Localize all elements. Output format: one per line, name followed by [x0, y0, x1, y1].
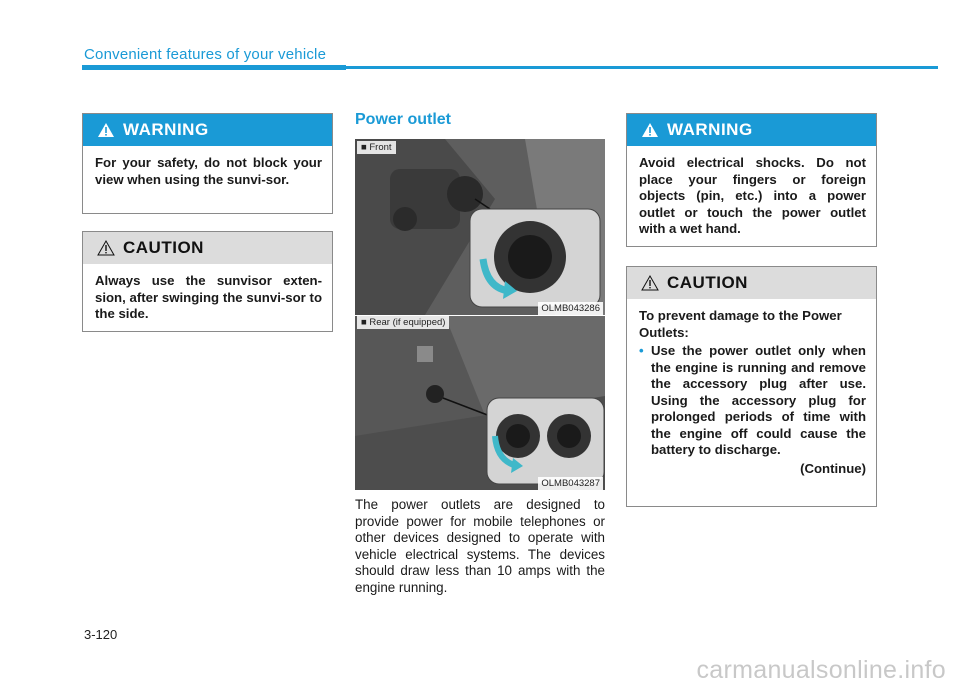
front-photo-label: ■ Front	[357, 141, 396, 154]
warning-text: For your safety, do not block your view when using the sunvi-sor.	[95, 155, 322, 187]
caution-box-power-outlet	[626, 266, 877, 507]
continue-note: (Continue)	[800, 460, 866, 476]
power-outlet-front-photo	[355, 139, 605, 315]
caution-header	[627, 267, 876, 299]
section-title: Power outlet	[355, 111, 452, 128]
caution-box-sunvisor	[82, 231, 333, 332]
warning-box-sunvisor	[82, 113, 333, 214]
front-outlet-illustration	[355, 139, 605, 315]
watermark: carmanualsonline.info	[696, 656, 946, 684]
warning-text: Avoid electrical shocks. Do not place your fingers or foreign objects (pin, etc.) into a power outlet or touch the power outlet with a wet hand.	[639, 155, 866, 236]
power-outlet-description: The power outlets are designed to provide power for mobile telephones or other devices designed to operate with vehicle electrical systems. The devices should draw less than 10 amps with the engine running.	[355, 497, 605, 595]
warning-header	[83, 114, 332, 146]
caution-list	[639, 343, 866, 459]
caution-text: Always use the sunvisor exten-sion, after swinging the sunvi-sor to the side.	[95, 273, 322, 321]
warning-label: WARNING	[667, 120, 753, 139]
warning-box-electrical	[626, 113, 877, 247]
rear-photo-code: OLMB043287	[538, 477, 603, 490]
caution-label: CAUTION	[123, 238, 204, 257]
caution-header	[83, 232, 332, 264]
caution-intro: To prevent damage to the Power Outlets:	[639, 308, 842, 340]
warning-triangle-icon	[641, 122, 659, 138]
warning-header	[627, 114, 876, 146]
header-rule-accent	[82, 65, 346, 70]
list-item-text: Use the power outlet only when the engine is running and remove the accessory plug after use. Using the accessory plug for prolonged periods of time with the engine off could cause the battery to discharge.	[651, 343, 866, 457]
bullet-icon: •	[639, 343, 644, 358]
rear-photo-label: ■ Rear (if equipped)	[357, 316, 449, 329]
caution-body	[627, 299, 876, 489]
front-photo-code: OLMB043286	[538, 302, 603, 315]
page-number: 3-120	[84, 627, 118, 642]
caution-triangle-icon	[97, 240, 115, 256]
caution-label: CAUTION	[667, 273, 748, 292]
page-header-title: Convenient features of your vehicle	[84, 46, 327, 63]
power-outlet-rear-photo	[355, 316, 605, 490]
list-item	[639, 343, 866, 459]
caution-triangle-icon	[641, 275, 659, 291]
rear-outlet-illustration	[355, 316, 605, 490]
warning-triangle-icon	[97, 122, 115, 138]
warning-label: WARNING	[123, 120, 209, 139]
